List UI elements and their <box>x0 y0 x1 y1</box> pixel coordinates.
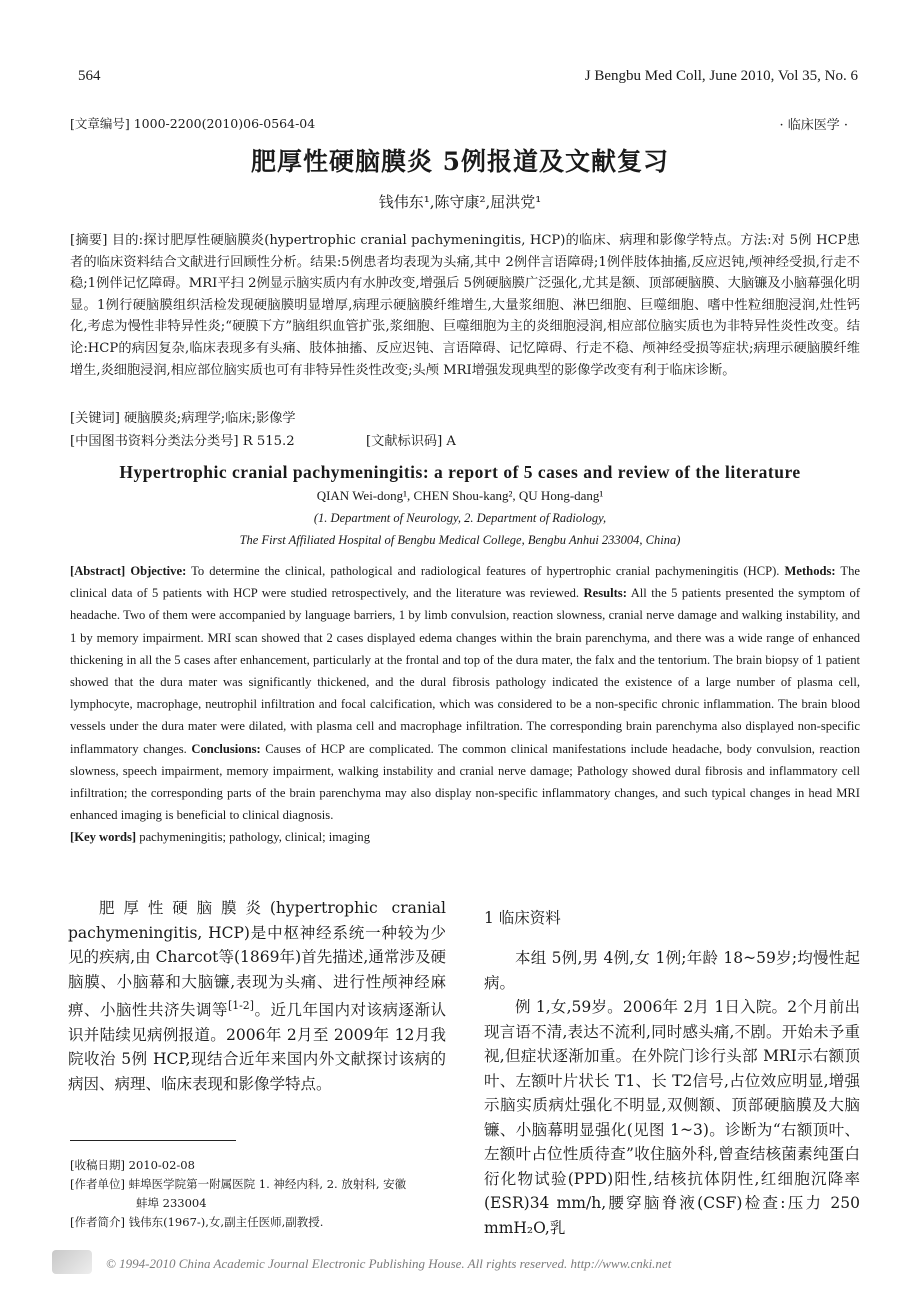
results-text: All the 5 patients presented the symptom of headache. Two of them were accompanied by language barriers, 1 by limb convulsion, reaction slowness, cranial nerve damage and walking instability, and 1 by memory impairment. MRI scan showed that 2 cases displayed edema changes within the brain parenchyma, and there was a wide range of enhanced thickening in all the 5 cases after enhancement, particularly at the frontal and top of the dura mater, the falx and the tentorium. The brain biopsy of 1 patient showed that the dura mater was significantly thickened, and the dural fibrosis pathology indicated the existence of a large number of plasma cell, lymphocyte, macrophage, neutrophil infiltration and focal calcification, which was considered to be a non-specific chronic inflammation. The brain blood vessels under the dura mater were dilated, with plasma cell and macrophage infiltration. The corresponding brain parenchyma also displayed non-specific inflammatory changes. <box>70 586 861 756</box>
footnote-divider <box>70 1140 236 1141</box>
footnote-bio: [作者简介] 钱伟东(1967-),女,副主任医师,副教授. <box>70 1215 324 1229</box>
keywords-text: pachymeningitis; pathology, clinical; imaging <box>139 830 370 845</box>
introduction <box>68 896 446 1096</box>
chinese-abstract <box>70 230 860 381</box>
page-number: 564 <box>78 68 101 84</box>
methods-label: Methods: <box>784 564 836 578</box>
footnote-received: [收稿日期] 2010-02-08 <box>70 1158 195 1172</box>
keywords-label: [Key words] <box>70 830 137 845</box>
column-label: · 临床医学 · <box>779 118 848 133</box>
author-list: 钱伟东¹,陈守康²,屈洪党¹ <box>378 193 542 211</box>
objective-text: To determine the clinical, pathological and radiological features of hypertrophic cranial pachymeningitis (HCP). <box>191 564 780 578</box>
citation: [1-2] <box>228 999 254 1012</box>
publisher-logo-icon <box>52 1250 92 1274</box>
english-title: Hypertrophic cranial pachymeningitis: a report of 5 cases and review of the literature <box>119 462 801 482</box>
intro-text-end: 。近几年国内对该病逐渐认识并陆续见病例报道。2006年 2月至 2009年 12月我院收治 5例 HCP,现结合近年来国内外文献探讨该病的病因、病理、临床表现和影像学特点。 <box>68 1001 446 1093</box>
copyright-notice: © 1994-2010 China Academic Journal Electronic Publishing House. All rights reserved. http://www.cnki.net <box>106 1256 672 1271</box>
methods-text: The clinical data of 5 patients with HCP were studied retrospectively, and the literature was reviewed. <box>70 564 861 601</box>
english-abstract <box>70 560 860 849</box>
section-heading: 1 临床资料 <box>484 909 561 927</box>
classification-code: [中国图书资料分类法分类号] R 515.2 <box>70 434 295 449</box>
clinical-data <box>484 946 860 1240</box>
results-label: Results: <box>583 586 627 601</box>
intro-text: 肥厚性硬脑膜炎(hypertrophic cranial pachymeningitis, HCP)是中枢神经系统一种较为少见的疾病,由 Charcot等(1869年)首先描述,通常涉及硬脑膜、小脑幕和大脑镰,表现为头痛、进行性颅神经麻痹、小脑性共济失调等 <box>68 899 446 1020</box>
abstract-label: [Abstract] <box>70 564 126 578</box>
journal-citation: J Bengbu Med Coll, June 2010, Vol 35, No. 6 <box>584 68 858 84</box>
english-authors: QIAN Wei-dong¹, CHEN Shou-kang², QU Hong-dang¹ <box>316 488 604 503</box>
chinese-abstract-text: [摘要] 目的:探讨肥厚性硬脑膜炎(hypertrophic cranial pachymeningitis, HCP)的临床、病理和影像学特点。方法:对 5例 HCP患者的临床资料结合文献进行回顾性分析。结果:5例患者均表现为头痛,其中 2例伴言语障碍;1例伴肢体抽搐,反应迟钝,颅神经受损,行走不稳;1例伴记忆障碍。MRI平扫 2例显示脑实质内有水肿改变,增强后 5例硬脑膜广泛强化,尤其是额、顶部硬脑膜、大脑镰及小脑幕强化明显。1例行硬脑膜组织活检发现硬脑膜明显增厚,病理示硬脑膜纤维增生,大量浆细胞、淋巴细胞、巨噬细胞、嗜中性粒细胞浸润,灶性钙化,考虑为慢性非特异性炎;“硬膜下方”脑组织血管扩张,浆细胞、巨噬细胞为主的炎细胞浸润,相应部位脑实质也为非特异性炎性改变。结论:HCP的病因复杂,临床表现多有头痛、肢体抽搐、反应迟钝、言语障碍、记忆障碍、行走不稳、颅神经受损等症状;病理示硬脑膜纤维增生,炎细胞浸润,相应部位脑实质也可有非特异性炎性改变;头颅 MRI增强发现典型的影像学改变有利于临床诊断。 <box>70 233 860 378</box>
conclusions-label: Conclusions: <box>191 741 261 756</box>
article-number: [文章编号] 1000-2200(2010)06-0564-04 <box>70 116 316 131</box>
english-affiliation-1: (1. Department of Neurology, 2. Department of Radiology, <box>313 511 607 525</box>
english-affiliation-2: The First Affiliated Hospital of Bengbu Medical College, Bengbu Anhui 233004, China) <box>239 533 681 547</box>
footnote-unit: [作者单位] 蚌埠医学院第一附属医院 1. 神经内科, 2. 放射科, 安徽 <box>70 1177 407 1191</box>
article-title: 肥厚性硬脑膜炎 5例报道及文献复习 <box>250 147 670 176</box>
footnotes <box>70 1156 450 1232</box>
chinese-keywords: [关键词] 硬脑膜炎;病理学;临床;影像学 <box>70 411 296 426</box>
document-code: [文献标识码] A <box>366 434 456 449</box>
conclusions-text: Causes of HCP are complicated. The common clinical manifestations include headache, body convulsion, reaction slowness, speech impairment, memory impairment, walking instability and cranial nerve damage; Pathology showed dural fibrosis and inflammatory cell infiltration; the corresponding parts of the brain parenchyma may also display non-specific inflammatory changes, and such typical changes in head MRI enhanced imaging is beneficial to clinical diagnosis. <box>70 741 861 823</box>
clinical-paragraph-2: 例 1,女,59岁。2006年 2月 1日入院。2个月前出现言语不清,表达不流利,同时感头痛,不剧。开始未予重视,但症状逐渐加重。在外院门诊行头部 MRI示右额顶叶、左额叶片状长 T1、长 T2信号,占位效应明显,增强示脑实质病灶强化不明显,双侧额、顶部硬脑膜及大脑镰、小脑幕明显强化(见图 1~3)。诊断为“右额顶叶、左额叶占位性质待查”收住脑外科,曾查结核菌素纯蛋白衍化物试验(PPD)阳性,结核抗体阴性,红细胞沉降率(ESR)34 mm/h,腰穿脑脊液(CSF)检查:压力 250 mmH₂O,乳 <box>484 998 860 1237</box>
objective-label: Objective: <box>130 564 187 578</box>
classification-row <box>70 430 590 449</box>
footnote-unit-cont: 蚌埠 233004 <box>136 1196 207 1210</box>
clinical-paragraph-1: 本组 5例,男 4例,女 1例;年龄 18~59岁;均慢性起病。 <box>484 949 860 992</box>
